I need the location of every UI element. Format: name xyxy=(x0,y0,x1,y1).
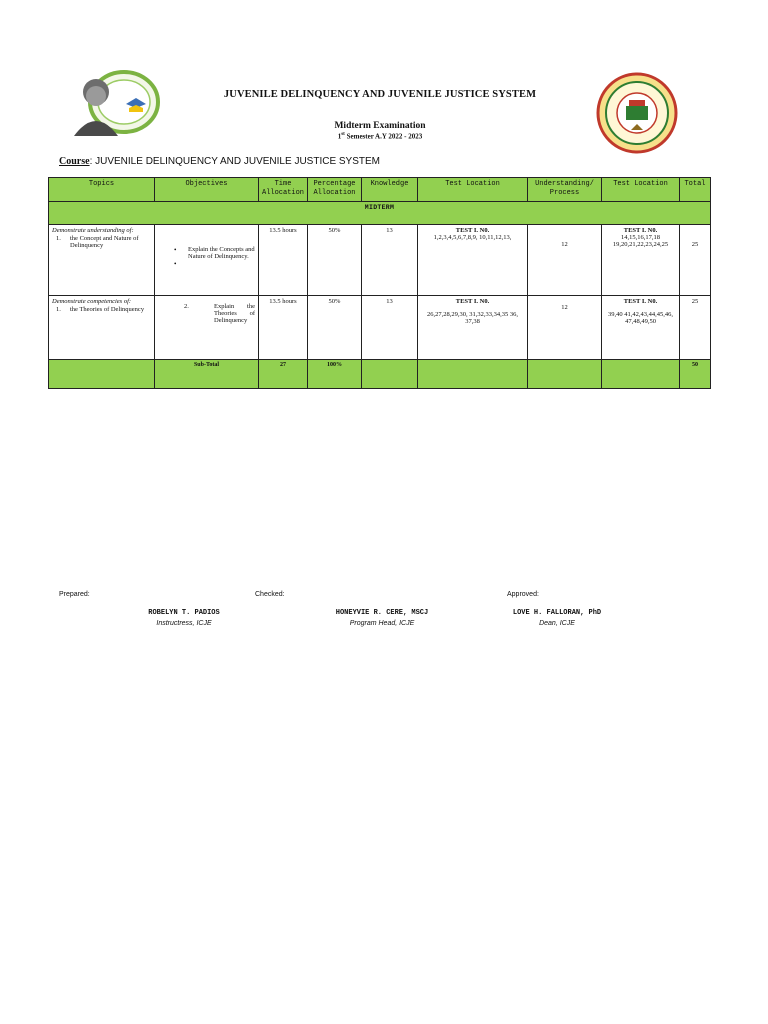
bullet-icon: • xyxy=(174,246,177,254)
exam-title: Midterm Examination xyxy=(334,121,426,131)
time-allocation: 13.5 hours xyxy=(259,225,308,296)
percentage-allocation: 50% xyxy=(308,296,362,360)
midterm-row xyxy=(49,202,711,225)
semester-line: 1st Semester A.Y 2022 - 2023 xyxy=(337,132,423,141)
header-objectives: Objectives xyxy=(155,178,259,202)
header-total: Total xyxy=(680,178,711,202)
subtotal-time: 27 xyxy=(259,360,308,389)
row-total: 25 xyxy=(680,296,711,360)
table-header-row xyxy=(49,178,711,202)
header-topics: Topics xyxy=(49,178,155,202)
row-total: 25 xyxy=(680,225,711,296)
header-test-location-understanding: Test Location xyxy=(602,178,680,202)
test-location-knowledge: TEST I. N0. 26,27,28,29,30, 31,32,33,34,35 36, 37,38 xyxy=(418,296,528,360)
test-location-knowledge: TEST I. N0. 1,2,3,4,5,6,7,8,9, 10,11,12,13, xyxy=(418,225,528,296)
knowledge-count: 13 xyxy=(362,225,418,296)
header-test-location-knowledge: Test Location xyxy=(418,178,528,202)
checked-label: Checked: xyxy=(255,591,285,598)
percentage-allocation: 50% xyxy=(308,225,362,296)
header-time-allocation: Time Allocation xyxy=(259,178,308,202)
header-knowledge: Knowledge xyxy=(362,178,418,202)
topic-cell xyxy=(49,225,155,296)
prepared-name: ROBELYN T. PADIOS xyxy=(148,609,220,617)
topic-intro: Demonstrate competencies of: xyxy=(52,298,132,305)
objective-number: 2. xyxy=(184,303,189,310)
subtotal-row xyxy=(49,360,711,389)
course-line: Course: JUVENILE DELINQUENCY AND JUVENILE JUSTICE SYSTEM xyxy=(59,156,381,167)
topic-number: 1. xyxy=(56,235,61,242)
prepared-label: Prepared: xyxy=(59,591,90,598)
table-of-specification xyxy=(48,177,711,389)
objective-text: Explain the Theories of Delinquency xyxy=(214,303,255,324)
approved-name: LOVE H. FALLORAN, PhD xyxy=(512,609,602,617)
topic-intro: Demonstrate understanding of: xyxy=(52,227,134,234)
subtotal-total: 50 xyxy=(680,360,711,389)
understanding-count: 12 xyxy=(528,296,602,360)
knowledge-count: 13 xyxy=(362,296,418,360)
midterm-label: MIDTERM xyxy=(49,202,711,225)
course-label: Course xyxy=(59,156,90,167)
test-location-understanding: TEST I. N0. 39,40 41,42,43,44,45,46, 47,48,49,50 xyxy=(602,296,680,360)
checked-name: HONEYVIE R. CERE, MSCJ xyxy=(335,609,429,617)
subtotal-label: Sub-Total xyxy=(155,360,259,389)
document-title: JUVENILE DELINQUENCY AND JUVENILE JUSTICE SYSTEM xyxy=(223,89,537,100)
topic-number: 1. xyxy=(56,306,61,313)
approved-label: Approved: xyxy=(507,591,539,598)
time-allocation: 13.5 hours xyxy=(259,296,308,360)
topic-text: the Concept and Nature of Delinquency xyxy=(70,235,139,249)
prepared-role: Instructress, ICJE xyxy=(156,620,212,627)
bullet-icon: • xyxy=(174,260,177,268)
checked-role: Program Head, ICJE xyxy=(349,620,415,627)
header-percentage-allocation: Percentage Allocation xyxy=(308,178,362,202)
icje-seal-logo xyxy=(596,72,678,154)
objective-cell xyxy=(155,225,259,296)
subtotal-percent: 100% xyxy=(308,360,362,389)
topic-text: the Theories of Delinquency xyxy=(70,306,145,313)
topic-cell xyxy=(49,296,155,360)
header-understanding-process: Understanding/ Process xyxy=(528,178,602,202)
test-location-understanding: TEST I. N0. 14,15,16,17,18 19,20,21,22,23,24,25 xyxy=(602,225,680,296)
objective-text: Explain the Concepts and Nature of Delinquency. xyxy=(188,246,255,260)
table-row xyxy=(49,225,711,296)
course-value: JUVENILE DELINQUENCY AND JUVENILE JUSTICE SYSTEM xyxy=(95,156,381,167)
table-row xyxy=(49,296,711,360)
understanding-count: 12 xyxy=(528,225,602,296)
approved-role: Dean, ICJE xyxy=(539,620,575,627)
objective-cell xyxy=(155,296,259,360)
university-seal-logo xyxy=(66,66,162,136)
